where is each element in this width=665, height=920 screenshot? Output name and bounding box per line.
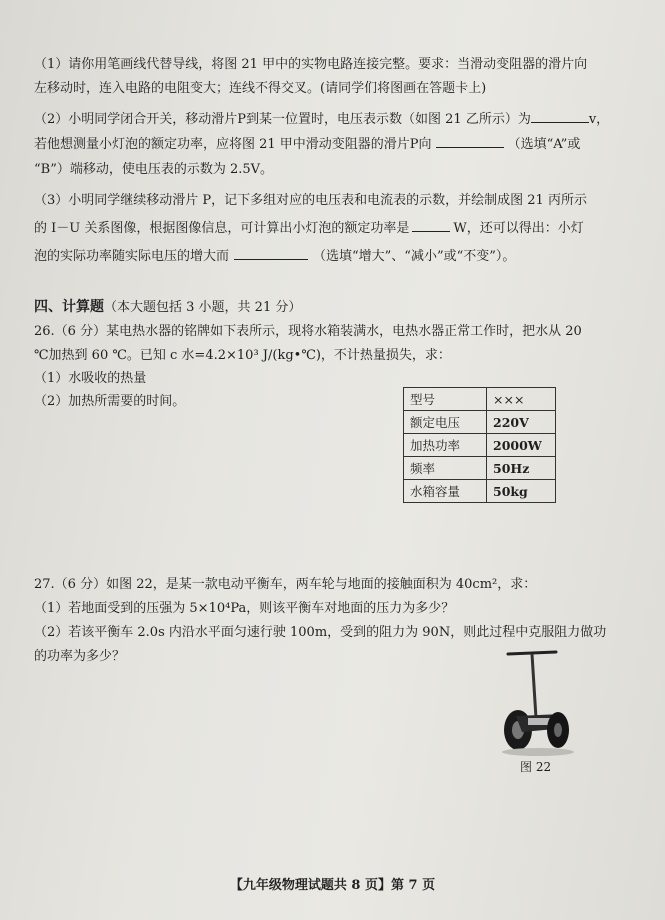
spec-key: 频率 — [404, 457, 487, 480]
q25-part2-text-a: （2）小明同学闭合开关，移动滑片P到某一位置时，电压表示数（如图 21 乙所示）为 — [34, 112, 531, 127]
table-row — [404, 480, 556, 503]
spec-key: 加热功率 — [404, 434, 487, 457]
q25-part3-text-c: 泡的实际功率随实际电压的增大而 — [34, 249, 230, 264]
answer-blank-trend[interactable] — [234, 246, 308, 260]
spec-value: 2000W — [487, 434, 556, 457]
q26-sub2: （2）加热所需要的时间。 — [34, 394, 186, 409]
figure-caption: 图 22 — [520, 760, 552, 774]
q25-part1-line1: （1）请你用笔画线代替导线，将图 21 甲中的实物电路连接完整。要求：当滑动变阻器的滑片向 — [34, 57, 588, 72]
table-row — [404, 388, 556, 411]
table-row — [404, 457, 556, 480]
table-row — [404, 434, 556, 457]
q27-sub2-line2: 的功率为多少？ — [34, 649, 126, 664]
q25-part2-line2 — [34, 134, 580, 154]
q26-line2: ℃加热到 60 ℃。已知 c 水=4.2×10³ J/(kg•℃)，不计热量损失，求： — [34, 348, 451, 363]
spec-value: 50kg — [487, 480, 556, 503]
q25-part3-text-d: （选填“增大”、“减小”或“不变”）。 — [313, 249, 516, 264]
q26-line1: 26.（6 分）某电热水器的铭牌如下表所示，现将水箱装满水，电热水器正常工作时，把水从 20 — [34, 324, 582, 339]
q25-part3-line2 — [34, 218, 584, 238]
section-title: 四、计算题 — [34, 299, 104, 315]
table-row — [404, 411, 556, 434]
section-heading — [34, 296, 301, 316]
answer-blank-power[interactable] — [412, 218, 450, 232]
q27-line1: 27.（6 分）如图 22，是某一款电动平衡车，两车轮与地面的接触面积为 40cm²，求： — [34, 577, 537, 592]
q25-part3-text-b: W，还可以得出：小灯 — [453, 221, 584, 236]
q25-part3-line3 — [34, 246, 515, 266]
q27-sub1: （1）若地面受到的压强为 5×10⁴Pa，则该平衡车对地面的压力为多少？ — [34, 601, 455, 616]
answer-blank-voltage[interactable] — [531, 109, 589, 123]
balance-scooter-figure — [488, 648, 578, 758]
q25-part1-line2: 左移动时，连入电路的电阻变大；连线不得交叉。(请同学们将图画在答题卡上) — [34, 81, 487, 96]
q25-part2-text-c: 若他想测量小灯泡的额定功率，应将图 21 甲中滑动变阻器的滑片P向 — [34, 137, 432, 152]
spec-value: 50Hz — [487, 457, 556, 480]
q25-part2-line1 — [34, 109, 609, 129]
answer-blank-direction[interactable] — [436, 134, 504, 148]
q25-part2-text-d: （选填“A”或 — [507, 137, 581, 152]
q25-part2-text-b: v， — [588, 112, 610, 127]
page-footer: 【九年级物理试题共 8 页】第 7 页 — [229, 878, 436, 893]
heater-spec-table — [403, 387, 556, 503]
spec-key: 水箱容量 — [404, 480, 487, 503]
section-note: （本大题包括 3 小题，共 21 分） — [104, 300, 302, 315]
q26-sub1: （1）水吸收的热量 — [34, 371, 147, 386]
q27-sub2-line1: （2）若该平衡车 2.0s 内沿水平面匀速行驶 100m，受到的阻力为 90N，则此过程中克服阻力做功 — [34, 625, 607, 640]
q25-part2-line3: “B”）端移动，使电压表的示数为 2.5V。 — [34, 162, 274, 177]
spec-key: 型号 — [404, 388, 487, 411]
spec-value: 220V — [487, 411, 556, 434]
q25-part3-text-a: 的 I－U 关系图像，根据图像信息，可计算出小灯泡的额定功率是 — [34, 221, 410, 236]
spec-key: 额定电压 — [404, 411, 487, 434]
q25-part3-line1: （3）小明同学继续移动滑片 P，记下多组对应的电压表和电流表的示数，并绘制成图 21 丙所示 — [34, 193, 587, 208]
spec-value: ××× — [487, 388, 556, 411]
